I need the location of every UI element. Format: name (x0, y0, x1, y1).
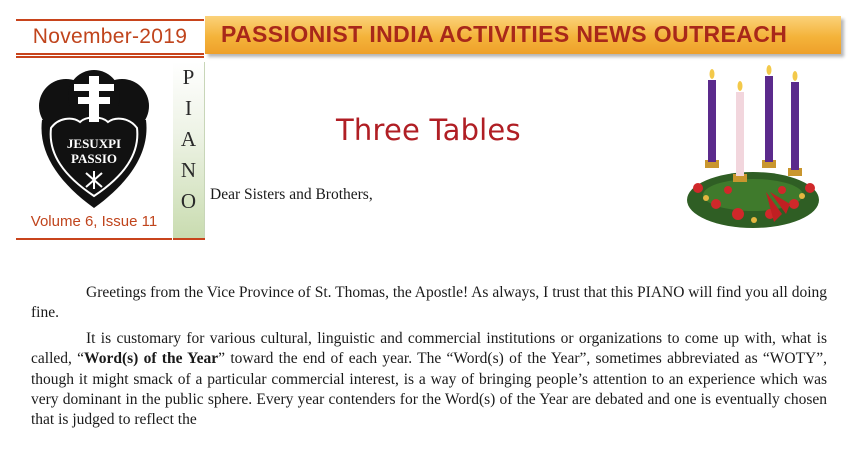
piano-letter: P (182, 65, 195, 89)
piano-letter: A (180, 127, 197, 151)
issue-date: November-2019 (32, 25, 188, 48)
issue-box (16, 208, 172, 240)
article-greeting: Dear Sisters and Brothers, (210, 186, 373, 203)
piano-letter: N (180, 158, 197, 182)
advent-wreath-icon (678, 64, 828, 236)
article-body (31, 283, 827, 436)
piano-vertical-label (173, 62, 205, 238)
paragraph-2 (31, 329, 827, 431)
paragraph-2-text: It is customary for various cultural, linguistic and commercial institutions or organizations to come up with, what is called, “ (31, 329, 827, 368)
piano-divider (173, 238, 205, 240)
emblem-text-line1: JESUXPI (66, 136, 122, 151)
newsletter-title: PASSIONIST INDIA ACTIVITIES NEWS OUTREACH (221, 21, 788, 47)
date-box (16, 19, 204, 55)
article-title: Three Tables (336, 113, 521, 147)
passionist-emblem-icon (34, 70, 154, 210)
paragraph-2-text: ” toward the end of each year. The “Word(s) of the Year”, sometimes abbreviated as “WOTY”, though it might smack of a particular commercial interest, is a way of bringing people’s attention to an experience which was very dominant in the public sphere. Every year contenders for the Word(s) of the Year are debated and one is eventually chosen that is judged to reflect the (31, 350, 828, 429)
header-divider (16, 56, 204, 58)
emblem-text-line2: PASSIO (71, 151, 117, 166)
piano-letter: I (185, 96, 192, 120)
paragraph-1: Greetings from the Vice Province of St. Thomas, the Apostle! As always, I trust that this PIANO will find you all doing fine. (31, 284, 827, 322)
woty-term: Word(s) of the Year (84, 350, 219, 368)
issue-volume: Volume 6, Issue 11 (30, 213, 158, 230)
newsletter-banner (205, 16, 841, 54)
piano-letter: O (180, 189, 197, 213)
